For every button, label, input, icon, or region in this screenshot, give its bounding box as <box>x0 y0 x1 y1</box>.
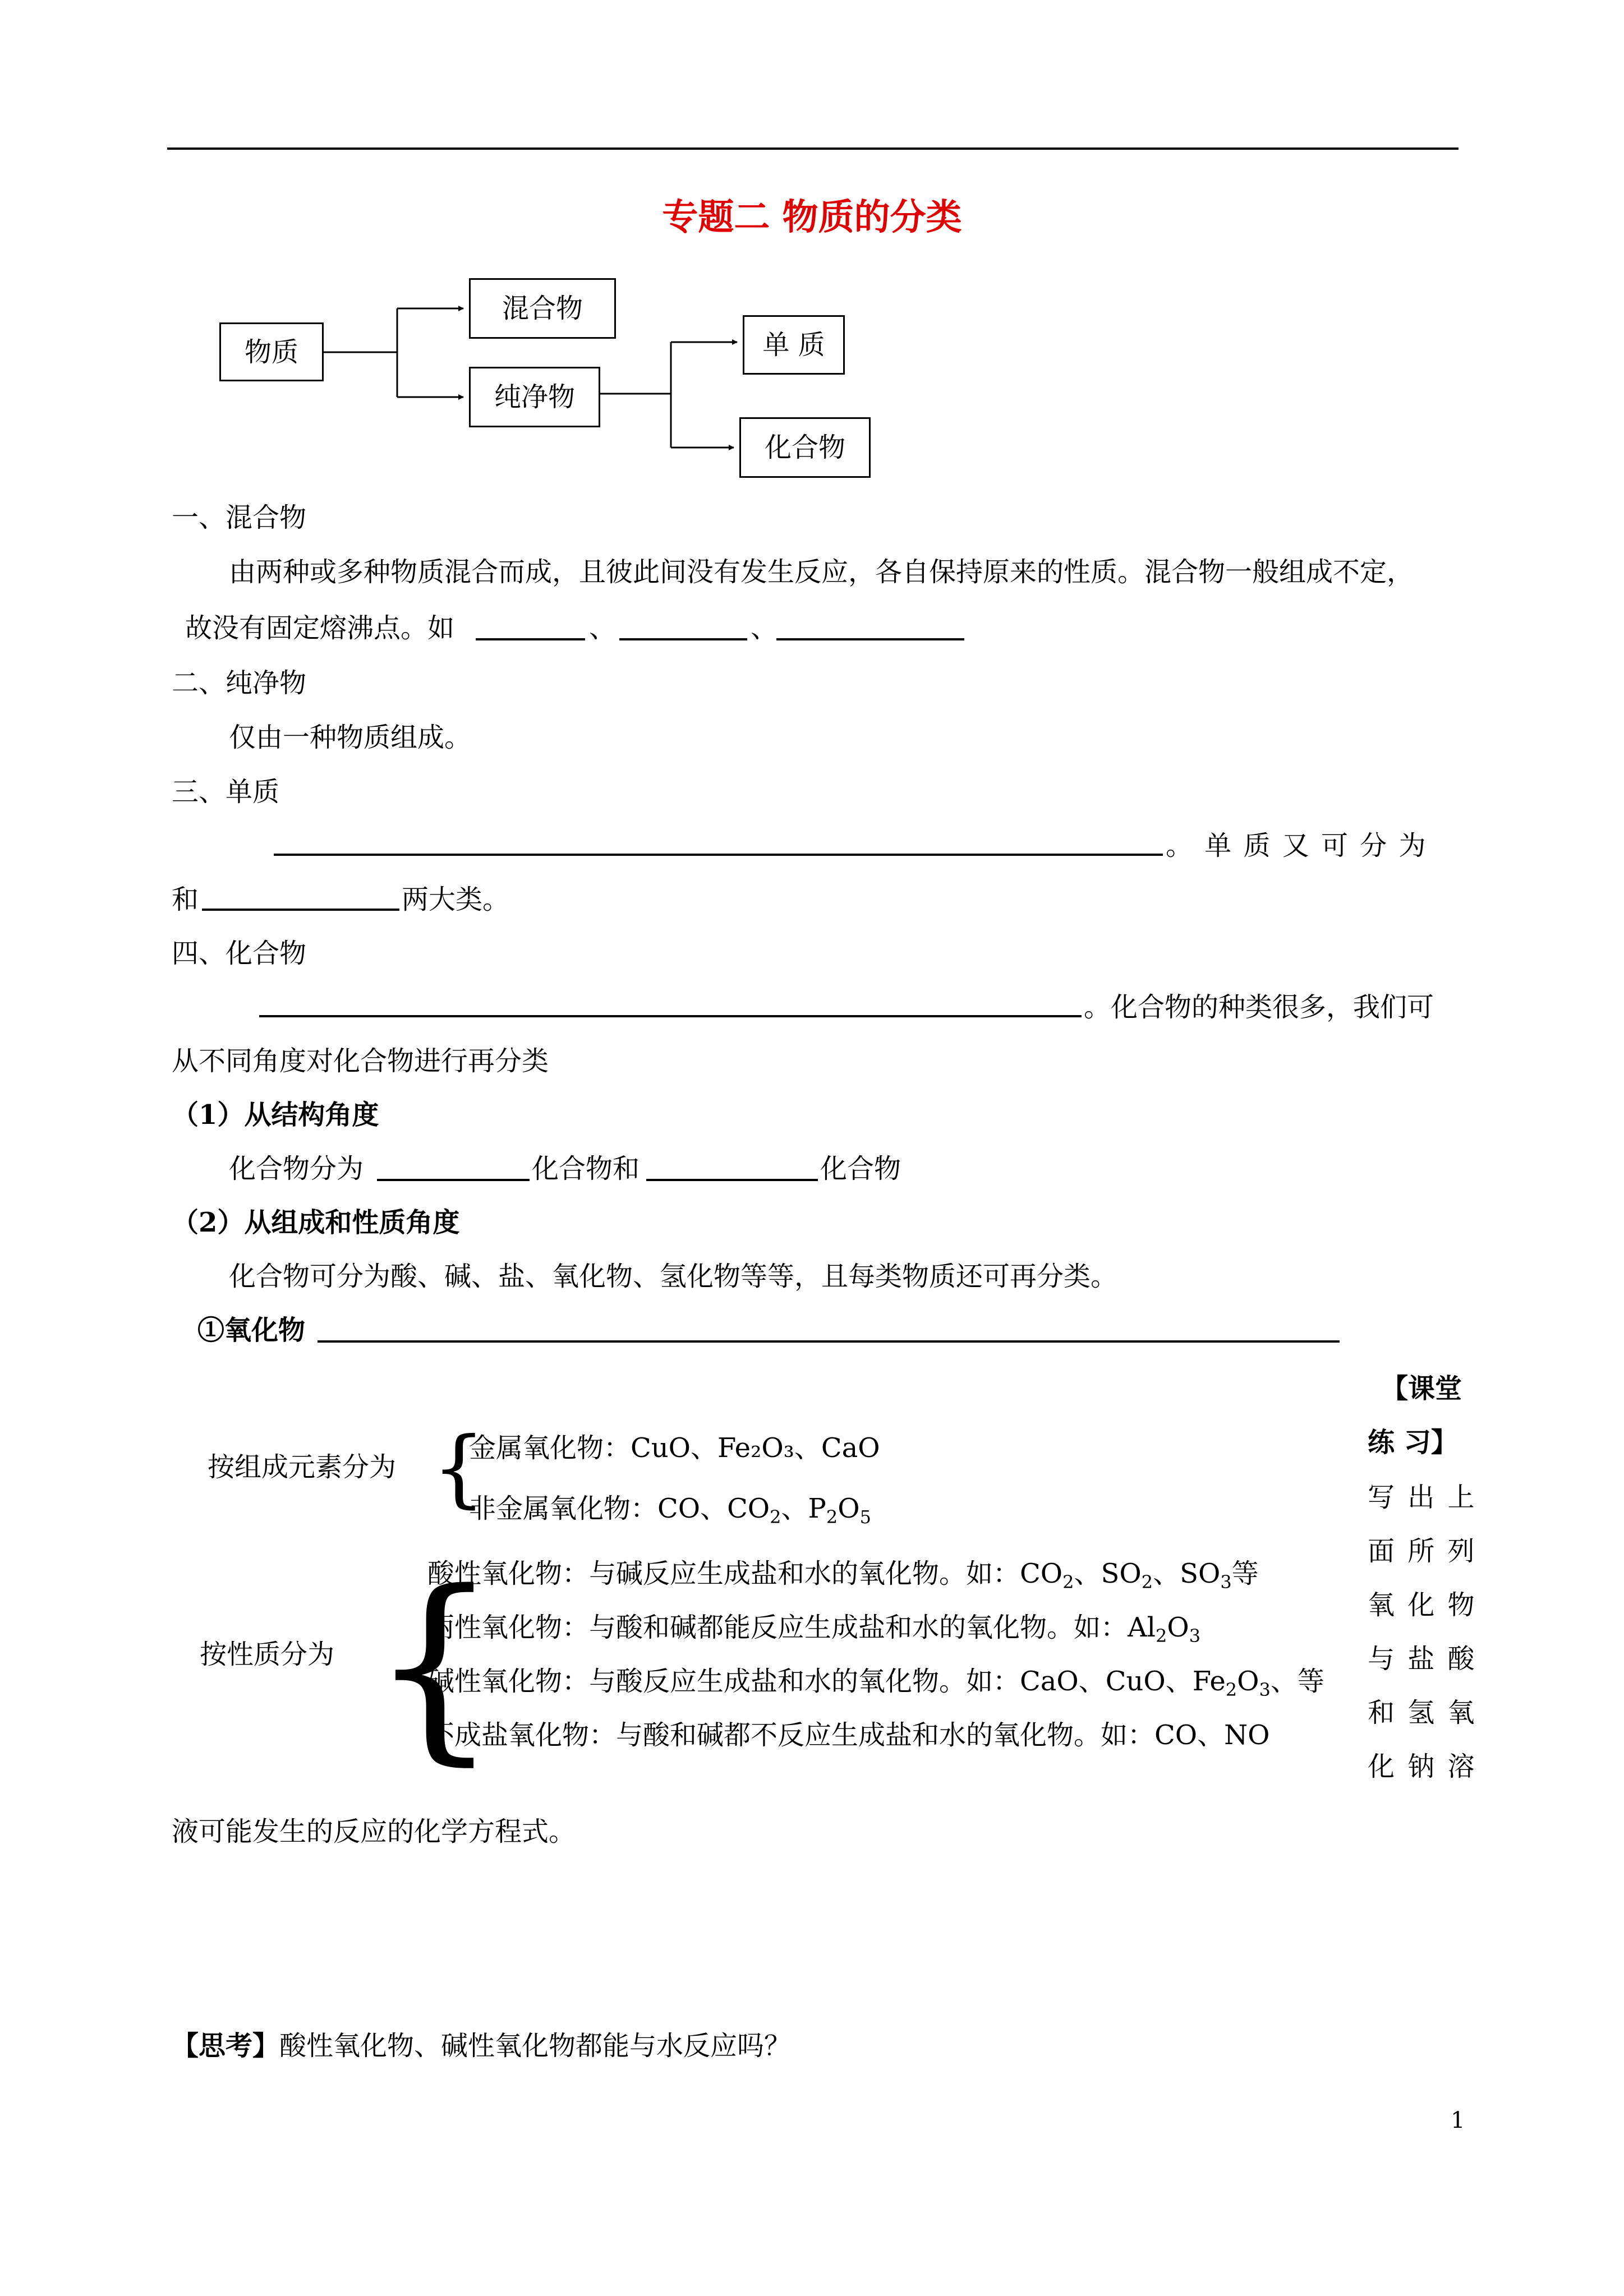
pure-definition: 仅由一种物质组成。 <box>229 722 472 753</box>
think-label: 【思考】 <box>172 2030 280 2062</box>
neutral-oxide-line: 不成盐氧化物：与酸和碱都不反应生成盐和水的氧化物。如：CO、NO <box>427 1719 1270 1751</box>
section-element-heading: 三、单质 <box>172 776 280 808</box>
think-text: 酸性氧化物、碱性氧化物都能与水反应吗？ <box>279 2030 792 2062</box>
compound-structure-blank-1[interactable] <box>377 1179 530 1181</box>
structure-line-a: 化合物分为 <box>229 1153 364 1184</box>
oxide-definition-blank[interactable] <box>318 1340 1340 1343</box>
compound-definition-line2: 从不同角度对化合物进行再分类 <box>172 1045 549 1077</box>
amphoteric-oxide-line: 两性氧化物：与酸和碱都能反应生成盐和水的氧化物。如：$Al_2O_3$ <box>427 1612 1201 1647</box>
diagram-connectors <box>0 0 1624 561</box>
by-property-label: 按性质分为 <box>200 1639 335 1670</box>
element-type-blank[interactable] <box>202 909 399 911</box>
separator: 、 <box>751 612 778 644</box>
mixture-example-blank-2[interactable] <box>619 638 747 640</box>
practice-line: 面 所 列 <box>1368 1536 1477 1567</box>
node-compound: 化合物 <box>739 417 871 478</box>
structure-line-b: 化合物和 <box>532 1153 640 1184</box>
node-mixture: 混合物 <box>469 278 616 339</box>
nonmetal-oxide-line: 非金属氧化物：CO、$CO_2$、$P_2O_5$ <box>469 1493 871 1528</box>
oxide-label: ①氧化物 <box>197 1315 306 1346</box>
element-types-and: 和 <box>172 884 199 915</box>
page-number: 1 <box>1451 2108 1465 2133</box>
practice-line: 写 出 上 <box>1368 1482 1477 1513</box>
element-types-tail: 两大类。 <box>402 884 510 915</box>
large-left-brace-icon: { <box>370 1548 499 1783</box>
subsection-structure-heading: （1）从结构角度 <box>172 1099 379 1131</box>
practice-line: 氧 化 物 <box>1368 1589 1477 1621</box>
practice-continuation: 液可能发生的反应的化学方程式。 <box>172 1816 576 1847</box>
separator: 、 <box>589 612 617 644</box>
composition-line1: 化合物可分为酸、碱、盐、氧化物、氢化物等等，且每类物质还可再分类。 <box>229 1261 1118 1292</box>
think-question <box>172 2029 791 2063</box>
mixture-example-blank-1[interactable] <box>476 638 585 640</box>
practice-line: 与 盐 酸 <box>1368 1643 1477 1675</box>
practice-heading-line2: 练 习】 <box>1368 1427 1458 1458</box>
element-definition-tail: 。 单 质 又 可 分 为 <box>1166 830 1428 861</box>
compound-definition-blank[interactable] <box>259 1015 1082 1017</box>
basic-oxide-line: 碱性氧化物：与酸反应生成盐和水的氧化物。如：CaO、CuO、$Fe_2O_3$、等 <box>427 1666 1324 1700</box>
practice-line: 化 钠 溶 <box>1368 1751 1477 1782</box>
page-title: 专题二 物质的分类 <box>662 196 962 238</box>
structure-line-c: 化合物 <box>820 1153 901 1184</box>
element-definition-blank[interactable] <box>274 854 1163 856</box>
by-element-label: 按组成元素分为 <box>208 1451 397 1483</box>
left-brace-icon: { <box>432 1419 486 1517</box>
compound-definition-tail: 。化合物的种类很多，我们可 <box>1084 992 1434 1023</box>
section-compound-heading: 四、化合物 <box>172 938 307 969</box>
mixture-example-blank-3[interactable] <box>776 638 964 640</box>
mixture-definition-line1: 由两种或多种物质混合而成，且彼此间没有发生反应，各自保持原来的性质。混合物一般组成不定， <box>229 556 1414 588</box>
section-mixture-heading: 一、混合物 <box>172 502 307 533</box>
subsection-composition-heading: （2）从组成和性质角度 <box>172 1207 460 1238</box>
node-substance: 物质 <box>219 322 324 381</box>
section-pure-heading: 二、纯净物 <box>172 667 307 699</box>
practice-line: 和 氢 氧 <box>1368 1697 1477 1728</box>
metal-oxide-line-clipped: 金属氧化物：CuO、Fe₂O₃、CaO <box>469 1432 880 1464</box>
practice-heading-line1: 【课堂 <box>1381 1373 1462 1404</box>
node-element: 单 质 <box>743 315 845 375</box>
acidic-oxide-line: 酸性氧化物：与碱反应生成盐和水的氧化物。如：$CO_2$、$SO_2$、$SO_3$等 <box>427 1558 1259 1593</box>
mixture-definition-line2: 故没有固定熔沸点。如 <box>185 612 455 644</box>
node-pure: 纯净物 <box>469 367 600 427</box>
compound-structure-blank-2[interactable] <box>646 1179 818 1181</box>
